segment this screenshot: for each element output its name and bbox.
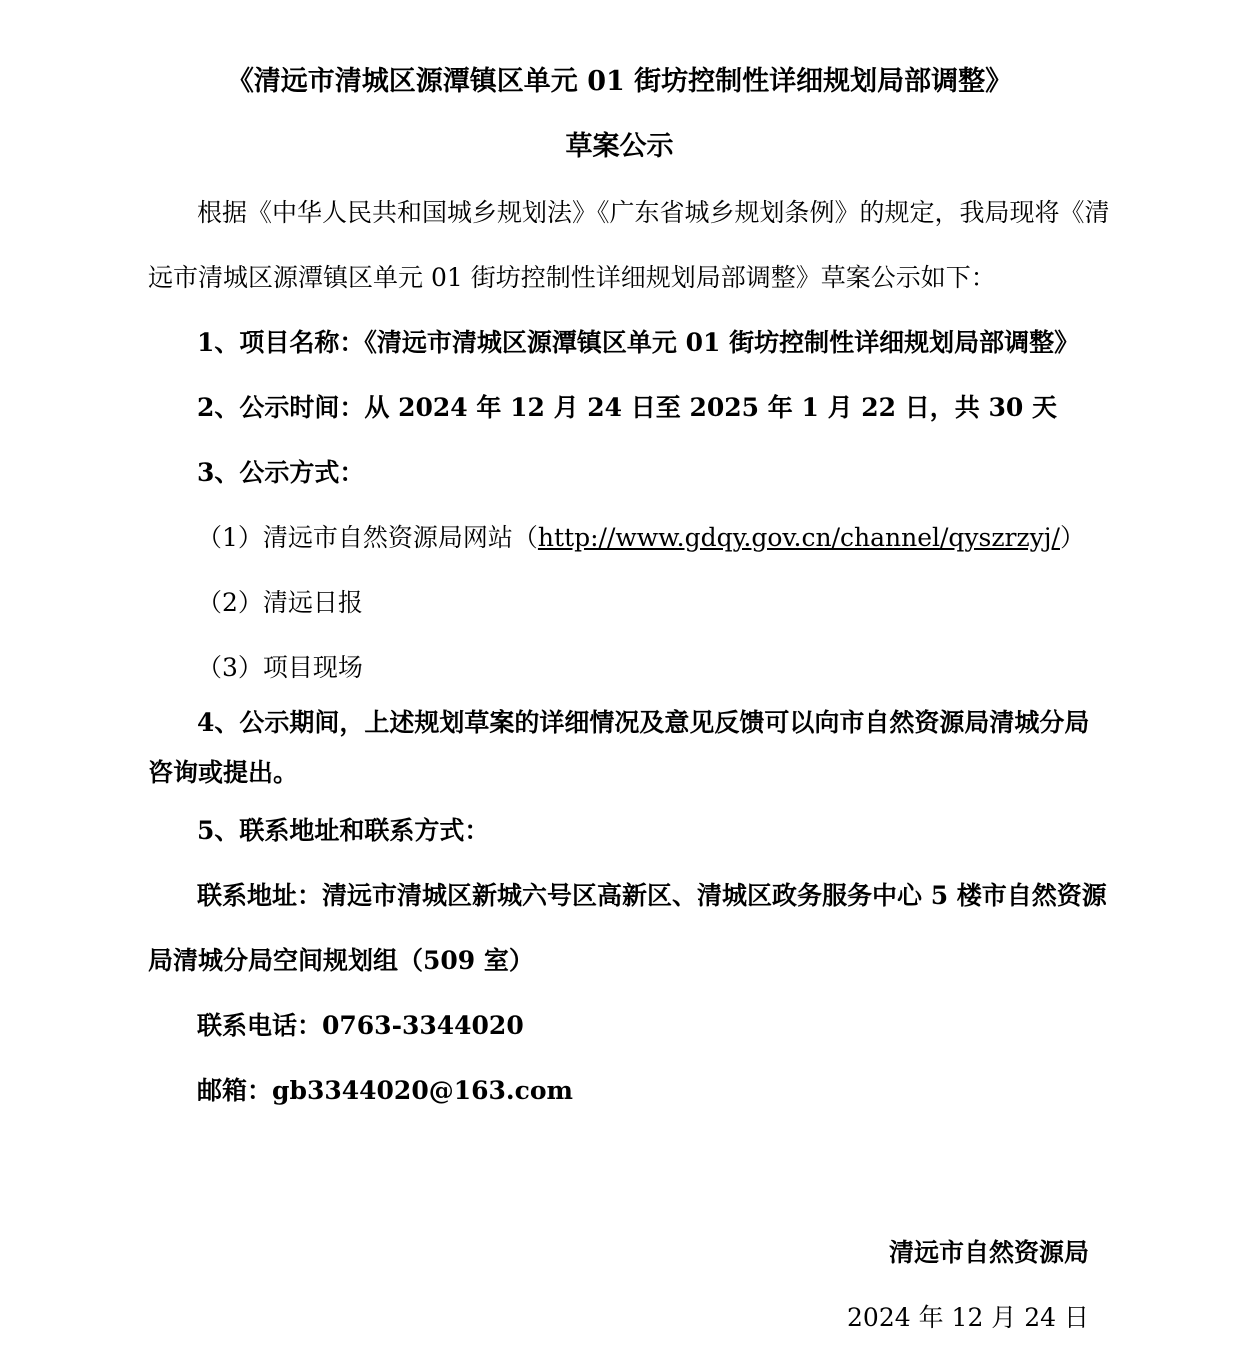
method-newspaper: （2）清远日报: [197, 588, 363, 617]
method-website-label: （1）清远市自然资源局网站（: [197, 523, 538, 552]
consult-line-2: 咨询或提出。: [148, 758, 299, 787]
contact-email: 邮箱：gb3344020@163.com: [197, 1076, 573, 1105]
intro-line-1: 根据《中华人民共和国城乡规划法》《广东省城乡规划条例》的规定，我局现将《清: [197, 198, 1110, 227]
website-link[interactable]: http://www.gdqy.gov.cn/channel/qyszrzyj/: [537, 523, 1060, 552]
contact-address-line-1: 联系地址：清远市清城区新城六号区高新区、清城区政务服务中心 5 楼市自然资源: [197, 881, 1107, 910]
item-project-name: 1、项目名称：《清远市清城区源潭镇区单元 01 街坊控制性详细规划局部调整》: [197, 328, 1080, 357]
method-project-site: （3）项目现场: [197, 653, 363, 682]
consult-line-1: 4、公示期间，上述规划草案的详细情况及意见反馈可以向市自然资源局清城分局: [197, 708, 1090, 737]
doc-subtitle: 草案公示: [565, 131, 674, 162]
method-website-close: ）: [1059, 523, 1085, 552]
contact-phone: 联系电话：0763-3344020: [197, 1011, 524, 1040]
signature-organization: 清远市自然资源局: [888, 1238, 1089, 1267]
signature-date: 2024 年 12 月 24 日: [847, 1303, 1089, 1332]
doc-title: 《清远市清城区源潭镇区单元 01 街坊控制性详细规划局部调整》: [226, 66, 1013, 97]
contact-heading: 5、联系地址和联系方式：: [197, 816, 490, 845]
contact-address-line-2: 局清城分局空间规划组（509 室）: [148, 946, 534, 975]
item-publicity-method-heading: 3、公示方式：: [197, 458, 365, 487]
method-website: [197, 521, 1085, 555]
intro-line-2: 远市清城区源潭镇区单元 01 街坊控制性详细规划局部调整》草案公示如下：: [148, 263, 996, 292]
item-publicity-period: 2、公示时间：从 2024 年 12 月 24 日至 2025 年 1 月 22 日，共 30 天: [197, 393, 1057, 422]
